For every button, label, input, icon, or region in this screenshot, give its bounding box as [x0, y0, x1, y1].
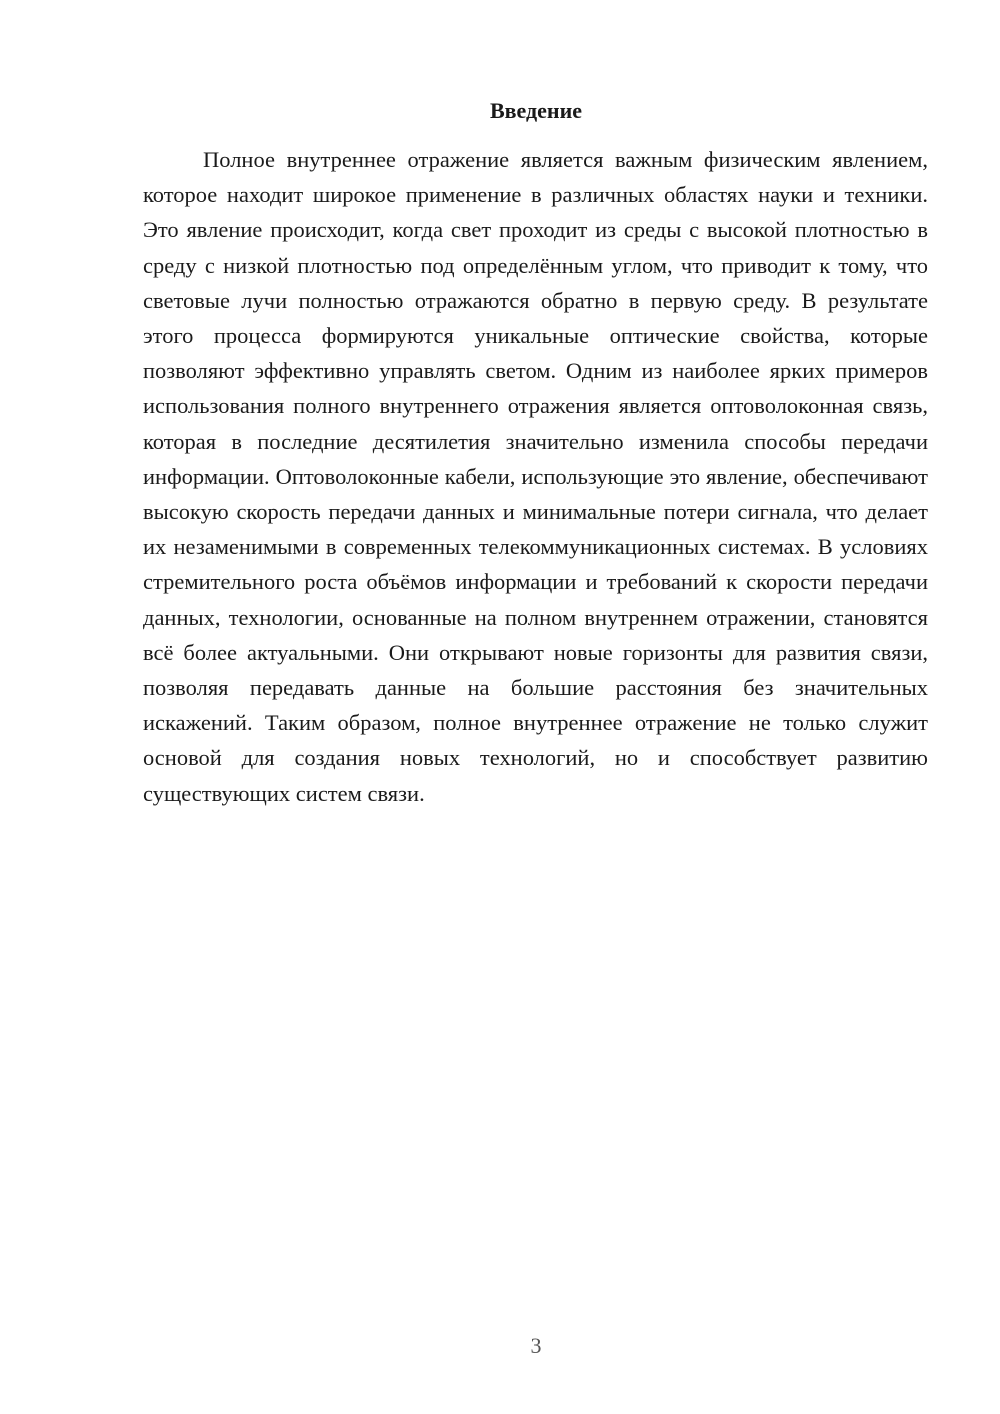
section-title: Введение	[489, 98, 583, 123]
page-number: 3	[530, 1333, 542, 1358]
body-paragraph: Полное внутреннее отражение является важным физическим явлением, которое находит широкое применение в различных областях науки и техники. Это явление происходит, когда свет проходит из среды с высокой плотностью в среду с низкой плотностью под определённым углом, что приводит к тому, что световые лучи полностью отражаются обратно в первую среду. В результате этого процесса формируются уникальные оптические свойства, которые позволяют эффективно управлять светом. Одним из наиболее ярких примеров использования полного внутреннего отражения является оптоволоконная связь, которая в последние десятилетия значительно изменила способы передачи информации. Оптоволоконные кабели, использующие это явление, обеспечивают высокую скорость передачи данных и минимальные потери сигнала, что делает их незаменимыми в современных телекоммуникационных системах. В условиях стремительного роста объёмов информации и требований к скорости передачи данных, технологии, основанные на полном внутреннем отражении, становятся всё более актуальными. Они открывают новые горизонты для развития связи, позволяя передавать данные на большие расстояния без значительных искажений. Таким образом, полное внутреннее отражение не только служит основой для создания новых технологий, но и способствует развитию существующих систем связи.	[143, 147, 928, 806]
